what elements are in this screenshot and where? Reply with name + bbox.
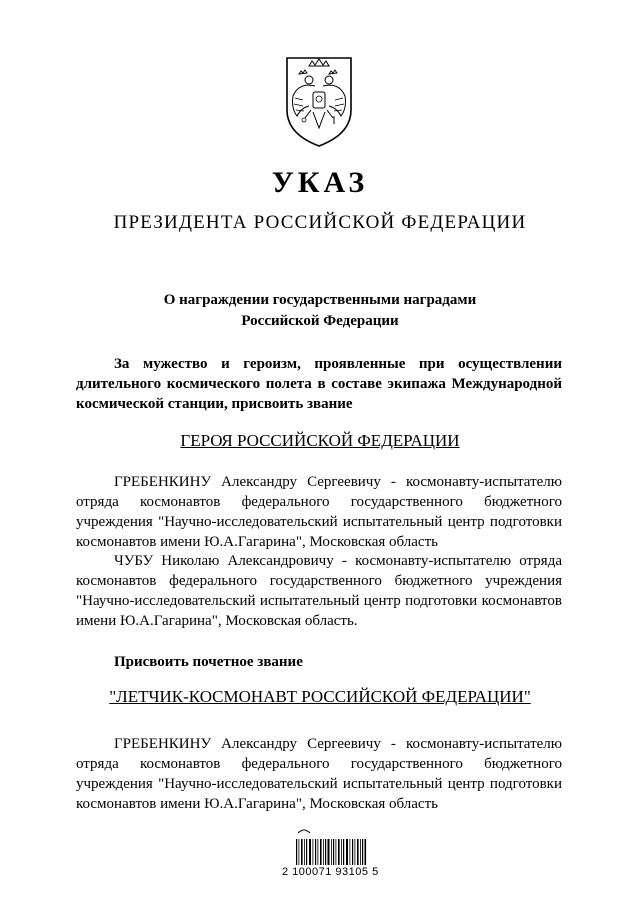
award-intro-paragraph: За мужество и героизм, проявленные при осуществлении длительного космического полета в составе экипажа Международной космической станции, присвоить звание (76, 356, 562, 412)
award1-title: ГЕРОЯ РОССИЙСКОЙ ФЕДЕРАЦИИ (180, 431, 460, 450)
decree-title: УКАЗ (271, 166, 369, 199)
decree-subject (80, 290, 560, 332)
award1-recipient-2: ЧУБУ Николаю Александровичу - космонавту-испытателю отряда космонавтов федерального государственного бюджетного учреждения "Научно-исследовательский испытательный центр подготовки космонавтов имени Ю.А.Гагарина", Московская область. (76, 553, 562, 629)
award2-title: "ЛЕТЧИК-КОСМОНАВТ РОССИЙСКОЙ ФЕДЕРАЦИИ" (109, 687, 531, 706)
barcode-number: 2 100071 93105 5 (282, 866, 379, 878)
award2-recipient-1: ГРЕБЕНКИНУ Александру Сергеевичу - космонавту-испытателю отряда космонавтов федерального государственного бюджетного учреждения "Научно-исследовательский испытательный центр подготовки космонавтов имени Ю.А.Гагарина", Московская область (76, 736, 562, 812)
subject-line-1: О награждении государственными наградами (163, 292, 477, 308)
decree-issuer: ПРЕЗИДЕНТА РОССИЙСКОЙ ФЕДЕРАЦИИ (113, 212, 527, 233)
award2-intro: Присвоить почетное звание (114, 654, 303, 670)
state-emblem-icon (279, 52, 359, 150)
barcode-icon (292, 827, 372, 887)
subject-line-2: Российской Федерации (241, 313, 399, 329)
award1-recipient-1: ГРЕБЕНКИНУ Александру Сергеевичу - космонавту-испытателю отряда космонавтов федерального государственного бюджетного учреждения "Научно-исследовательский испытательный центр подготовки космонавтов имени Ю.А.Гагарина", Московская область (76, 474, 562, 550)
